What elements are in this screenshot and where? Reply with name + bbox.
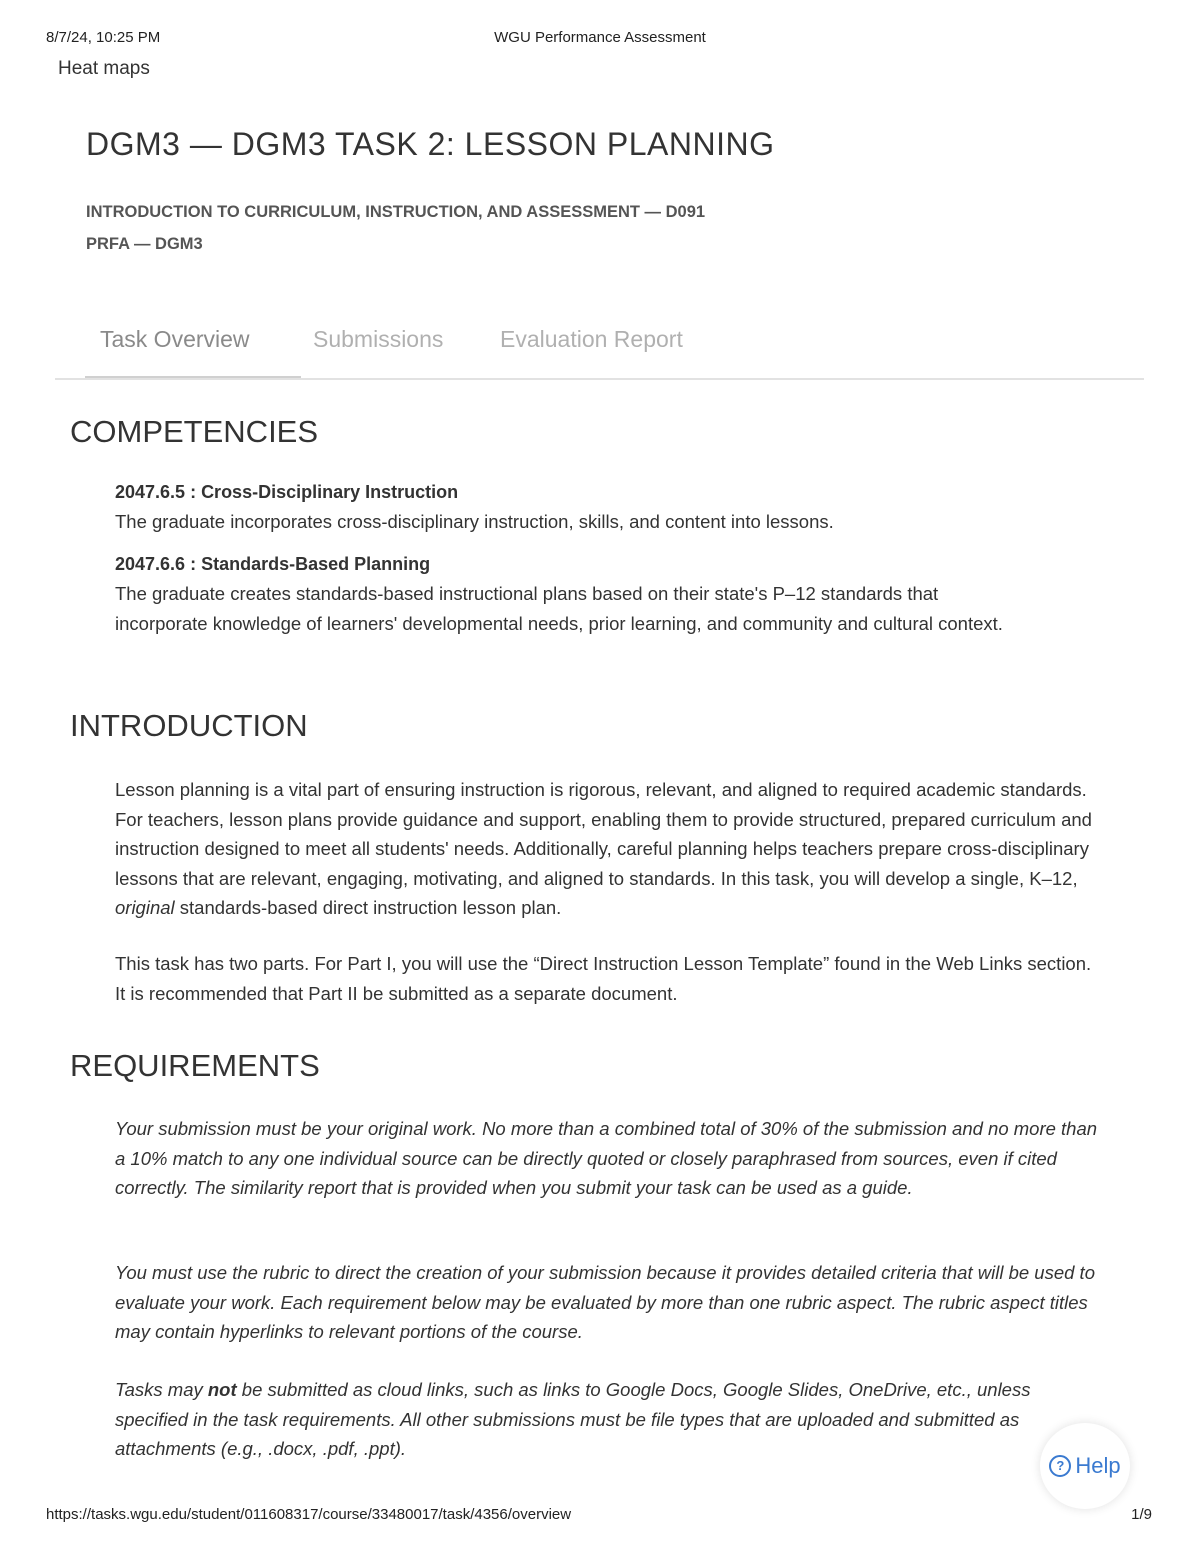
competency-description: The graduate incorporates cross-disciplinary instruction, skills, and content into lessons. xyxy=(115,511,834,532)
tab-task-overview[interactable]: Task Overview xyxy=(100,326,250,352)
print-url: https://tasks.wgu.edu/student/011608317/course/33480017/task/4356/overview xyxy=(46,1506,572,1523)
requirements-file-types xyxy=(115,1375,1100,1464)
assessment-code: PRFA — DGM3 xyxy=(86,235,203,253)
requirements-rubric: You must use the rubric to direct the creation of your submission because it provides detailed criteria that will be used to evaluate your work. Each requirement below may be evaluated by more than one rubric aspect. The rubric aspect titles may contain hyperlinks to relevant portions of the course. xyxy=(115,1262,1095,1342)
competency-title: 2047.6.5 : Cross-Disciplinary Instruction xyxy=(115,482,459,502)
intro-text-a: Lesson planning is a vital part of ensuring instruction is rigorous, relevant, and aligned to required academic standards. For teachers, lesson plans provide guidance and support, enabling them to provide structured, prepared curriculum and instruction designed to meet all students' needs. Additionally, careful planning helps teachers prepare cross-disciplinary lessons that are relevant, engaging, motivating, and aligned to standards. In this task, you will develop a single, K–12, xyxy=(115,779,1092,889)
tab-evaluation-report[interactable]: Evaluation Report xyxy=(500,326,683,352)
tab-submissions[interactable]: Submissions xyxy=(313,326,444,352)
page-title: DGM3 — DGM3 TASK 2: LESSON PLANNING xyxy=(86,126,775,162)
help-button[interactable] xyxy=(1040,1423,1130,1509)
competency-description: The graduate creates standards-based instructional plans based on their state's P–12 standards that incorporate knowledge of learners' developmental needs, prior learning, and community and cultural context. xyxy=(115,583,1003,634)
req-text-b: be submitted as cloud links, such as links to Google Docs, Google Slides, OneDrive, etc., unless specified in the task requirements. All other submissions must be file types that are uploaded and submitted as attachments (e.g., .docx, .pdf, .ppt). xyxy=(115,1379,1031,1459)
print-datetime: 8/7/24, 10:25 PM xyxy=(46,29,161,46)
help-button-content xyxy=(1049,1453,1120,1479)
heat-maps-link[interactable]: Heat maps xyxy=(58,58,150,79)
introduction-paragraph xyxy=(115,775,1100,923)
competency-title: 2047.6.6 : Standards-Based Planning xyxy=(115,554,431,574)
intro-text-b: standards-based direct instruction lesson plan. xyxy=(174,897,562,918)
help-label: Help xyxy=(1075,1453,1121,1478)
course-name: INTRODUCTION TO CURRICULUM, INSTRUCTION, AND ASSESSMENT — D091 xyxy=(86,203,706,221)
requirements-originality: Your submission must be your original work. No more than a combined total of 30% of the submission and no more than a 10% match to any one individual source can be directly quoted or closely paraphrased from sources, even if cited correctly. The similarity report that is provided when you submit your task can be used as a guide. xyxy=(115,1118,1098,1198)
tab-bar xyxy=(55,318,1144,380)
print-site-title: WGU Performance Assessment xyxy=(494,29,706,46)
introduction-paragraph-parts: This task has two parts. For Part I, you will use the “Direct Instruction Lesson Template” found in the Web Links section. It is recommended that Part II be submitted as a separate document. xyxy=(115,953,1092,1004)
introduction-heading: INTRODUCTION xyxy=(70,708,308,743)
requirements-heading: REQUIREMENTS xyxy=(70,1048,320,1083)
question-circle-icon: ? xyxy=(1049,1455,1071,1477)
intro-text-emphasis: original xyxy=(115,897,175,918)
active-tab-indicator xyxy=(85,376,301,378)
req-text-not: not xyxy=(207,1379,237,1400)
competencies-heading: COMPETENCIES xyxy=(70,414,319,449)
print-page-number: 1/9 xyxy=(1131,1506,1152,1523)
req-text-a: Tasks may xyxy=(115,1379,208,1400)
